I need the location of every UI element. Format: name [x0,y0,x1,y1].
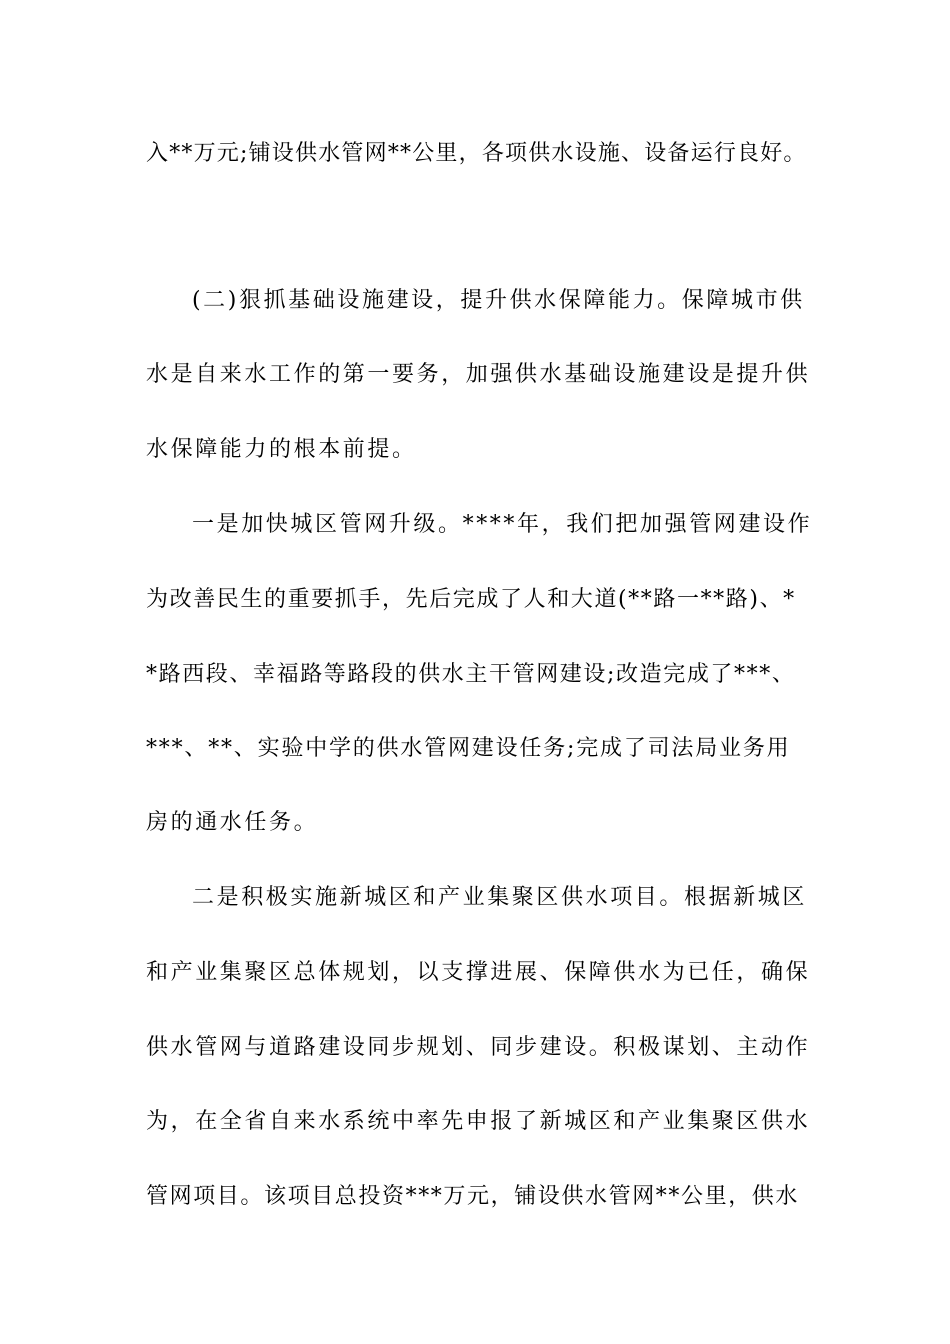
text-line-9: 房的通水任务。 [146,810,319,835]
text-line-6: 为改善民生的重要抓手，先后完成了人和大道(**路一**路)、* [146,587,796,612]
text-line-11: 和产业集聚区总体规划，以支撑进展、保障供水为已任，确保 [146,960,811,985]
text-line-1: 入**万元;铺设供水管网**公里，各项供水设施、设备运行良好。 [146,141,807,166]
text-line-8: ***、**、实验中学的供水管网建设任务;完成了司法局业务用 [146,736,791,761]
text-line-13: 为，在全省自来水系统中率先申报了新城区和产业集聚区供水 [146,1109,811,1134]
text-line-7: *路西段、幸福路等路段的供水主干管网建设;改造完成了***、 [146,662,796,687]
text-line-3: 水是自来水工作的第一要务，加强供水基础设施建设是提升供 [146,362,811,387]
text-line-14: 管网项目。该项目总投资***万元，铺设供水管网**公里，供水 [146,1184,800,1209]
text-line-4: 水保障能力的根本前提。 [146,437,417,462]
paragraph-one-start: 一是加快城区管网升级。****年，我们把加强管网建设作 [192,512,813,537]
section-heading-line: (二)狠抓基础设施建设，提升供水保障能力。保障城市供 [192,288,805,313]
paragraph-two-start: 二是积极实施新城区和产业集聚区供水项目。根据新城区 [192,885,808,910]
text-line-12: 供水管网与道路建设同步规划、同步建设。积极谋划、主动作 [146,1035,811,1060]
